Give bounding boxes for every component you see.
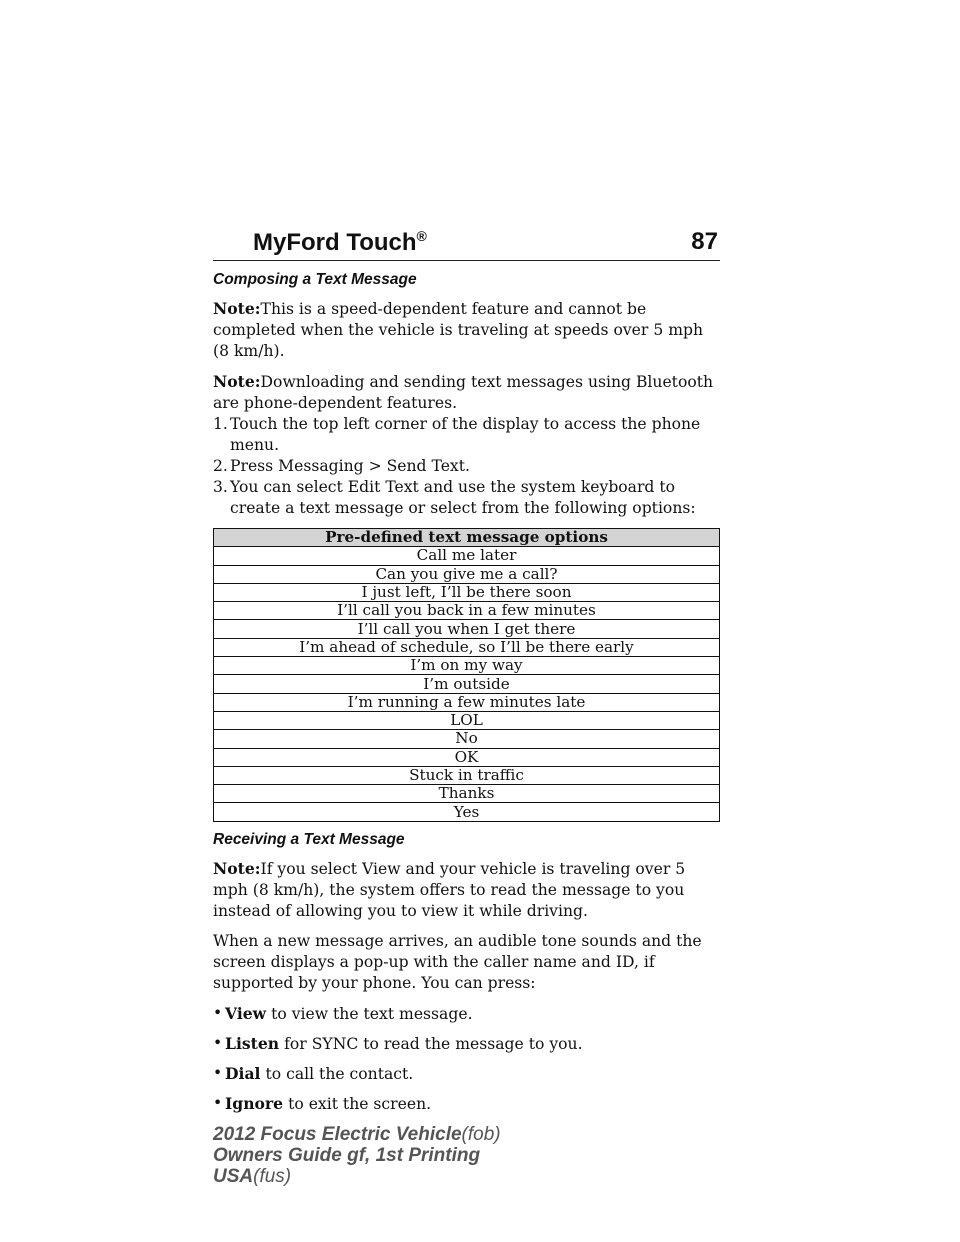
table-row [214, 565, 720, 583]
table-row [214, 583, 720, 601]
step-text: Press Messaging > Send Text. [230, 457, 470, 475]
list-item [213, 1003, 720, 1025]
table-row [214, 730, 720, 748]
steps-list [213, 414, 720, 519]
table-row [214, 693, 720, 711]
table-cell: I’ll call you back in a few minutes [214, 602, 720, 620]
table-row [214, 711, 720, 729]
bullet-icon: • [213, 1063, 223, 1082]
step-text: Touch the top left corner of the display to access the phone menu. [230, 415, 701, 454]
note-text: Downloading and sending text messages using Bluetooth are phone-dependent features. [213, 373, 714, 412]
footer-code: (fob) [461, 1124, 501, 1145]
composing-heading: Composing a Text Message [213, 271, 417, 288]
step-number: 1. [213, 415, 228, 433]
list-item [213, 1063, 720, 1085]
page-footer [213, 1124, 501, 1187]
table-header-row [214, 529, 720, 547]
footer-region: USA [213, 1166, 254, 1187]
footer-line-3 [213, 1166, 501, 1187]
step-number: 3. [213, 478, 228, 496]
receiving-heading: Receiving a Text Message [213, 830, 405, 848]
option-key: Listen [225, 1033, 280, 1053]
table-row [214, 602, 720, 620]
note-label: Note: [213, 858, 261, 878]
receiving-note [213, 858, 720, 922]
footer-vehicle: 2012 Focus Electric Vehicle [213, 1124, 462, 1145]
table-header: Pre-defined text message options [214, 529, 720, 547]
table-cell: Call me later [214, 547, 720, 565]
page-content [213, 270, 720, 1123]
footer-line-2: Owners Guide gf, 1st Printing [213, 1145, 481, 1166]
table-cell: Can you give me a call? [214, 565, 720, 583]
table-cell: I’m running a few minutes late [214, 693, 720, 711]
table-row [214, 766, 720, 784]
option-text: to exit the screen. [288, 1094, 432, 1113]
step-item [213, 414, 720, 456]
table-row [214, 657, 720, 675]
footer-line-1 [213, 1124, 501, 1145]
options-list [213, 1003, 720, 1115]
table-cell: No [214, 730, 720, 748]
table-cell: I’m on my way [214, 657, 720, 675]
predefined-messages-table [213, 528, 720, 822]
table-row [214, 748, 720, 766]
table-row [214, 675, 720, 693]
bullet-icon: • [213, 1033, 223, 1052]
receiving-intro: When a new message arrives, an audible tone sounds and the screen displays a pop-up with the caller name and ID, if supported by your phone. You can press: [213, 931, 702, 992]
table-row [214, 620, 720, 638]
table-row [214, 785, 720, 803]
table-cell: I just left, I’ll be there soon [214, 583, 720, 601]
composing-note-1 [213, 298, 720, 362]
option-text: to view the text message. [271, 1004, 473, 1023]
option-text: to call the contact. [265, 1064, 414, 1083]
list-item [213, 1033, 720, 1055]
option-text: for SYNC to read the message to you. [284, 1034, 583, 1053]
step-item [213, 477, 720, 519]
step-number: 2. [213, 457, 228, 475]
page-number: 87 [691, 228, 718, 255]
composing-note-2 [213, 371, 720, 414]
table-cell: Yes [214, 803, 720, 821]
table-cell: Thanks [214, 785, 720, 803]
table-cell: OK [214, 748, 720, 766]
table-row [214, 803, 720, 821]
table-cell: Stuck in traffic [214, 766, 720, 784]
footer-code: (fus) [253, 1166, 292, 1187]
note-text: This is a speed-dependent feature and cannot be completed when the vehicle is traveling at speeds over 5 mph (8 km/h). [213, 300, 704, 360]
note-label: Note: [213, 372, 261, 391]
table-cell: I’ll call you when I get there [214, 620, 720, 638]
option-key: View [225, 1003, 267, 1023]
note-label: Note: [213, 299, 261, 318]
page-header [213, 226, 720, 261]
table-cell: I’m outside [214, 675, 720, 693]
header-title-text: MyFord Touch [253, 229, 417, 256]
table-row [214, 638, 720, 656]
header-title [253, 228, 427, 257]
bullet-icon: • [213, 1093, 223, 1112]
table-cell: I’m ahead of schedule, so I’ll be there early [214, 638, 720, 656]
step-item [213, 456, 720, 477]
table-cell: LOL [214, 711, 720, 729]
registered-mark: ® [416, 228, 427, 244]
note-text: If you select View and your vehicle is traveling over 5 mph (8 km/h), the system offers to read the message to you instead of allowing you to view it while driving. [213, 859, 686, 920]
list-item [213, 1093, 720, 1115]
table-row [214, 547, 720, 565]
step-text: You can select Edit Text and use the system keyboard to create a text message or select from the following options: [230, 478, 696, 517]
bullet-icon: • [213, 1003, 223, 1022]
option-key: Dial [225, 1063, 261, 1083]
option-key: Ignore [225, 1093, 284, 1113]
